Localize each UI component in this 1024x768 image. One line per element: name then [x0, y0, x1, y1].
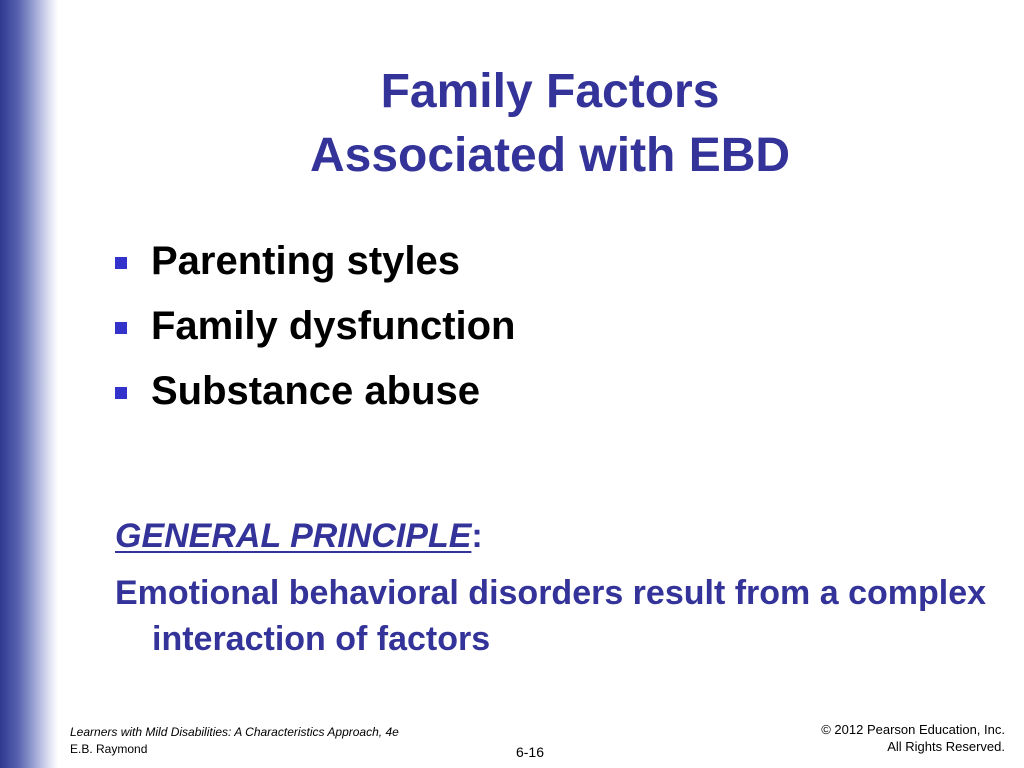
- footer-book-title: Learners with Mild Disabilities: A Characteristics Approach, 4e: [70, 725, 399, 739]
- slide-title: [140, 60, 960, 188]
- slide-title-line-2: Associated with EBD: [309, 129, 791, 182]
- bullet-list: [113, 232, 516, 427]
- bullet-item-substance-abuse: [113, 362, 516, 427]
- footer-author: E.B. Raymond: [70, 742, 148, 756]
- bullet-text: Parenting styles: [151, 239, 461, 283]
- principle-statement: Emotional behavioral disorders result from a complex interaction of factors: [115, 574, 987, 658]
- principle-colon: :: [471, 517, 483, 555]
- page-number: 6-16: [515, 744, 545, 760]
- slide-title-line-1: Family Factors: [380, 65, 720, 118]
- copyright-line-1: © 2012 Pearson Education, Inc.: [821, 722, 1005, 737]
- footer-citation: [70, 724, 399, 758]
- bullet-item-family-dysfunction: [113, 297, 516, 362]
- general-principle-heading: [115, 513, 483, 559]
- decorative-side-bar: [0, 0, 58, 768]
- bullet-text: Substance abuse: [151, 369, 481, 413]
- footer-copyright: [821, 721, 1005, 755]
- square-bullet-icon: [115, 257, 127, 269]
- bullet-item-parenting-styles: [113, 232, 516, 297]
- square-bullet-icon: [115, 387, 127, 399]
- principle-heading-text: GENERAL PRINCIPLE: [115, 517, 472, 555]
- copyright-line-2: All Rights Reserved.: [887, 739, 1005, 754]
- square-bullet-icon: [115, 322, 127, 334]
- bullet-text: Family dysfunction: [151, 304, 516, 348]
